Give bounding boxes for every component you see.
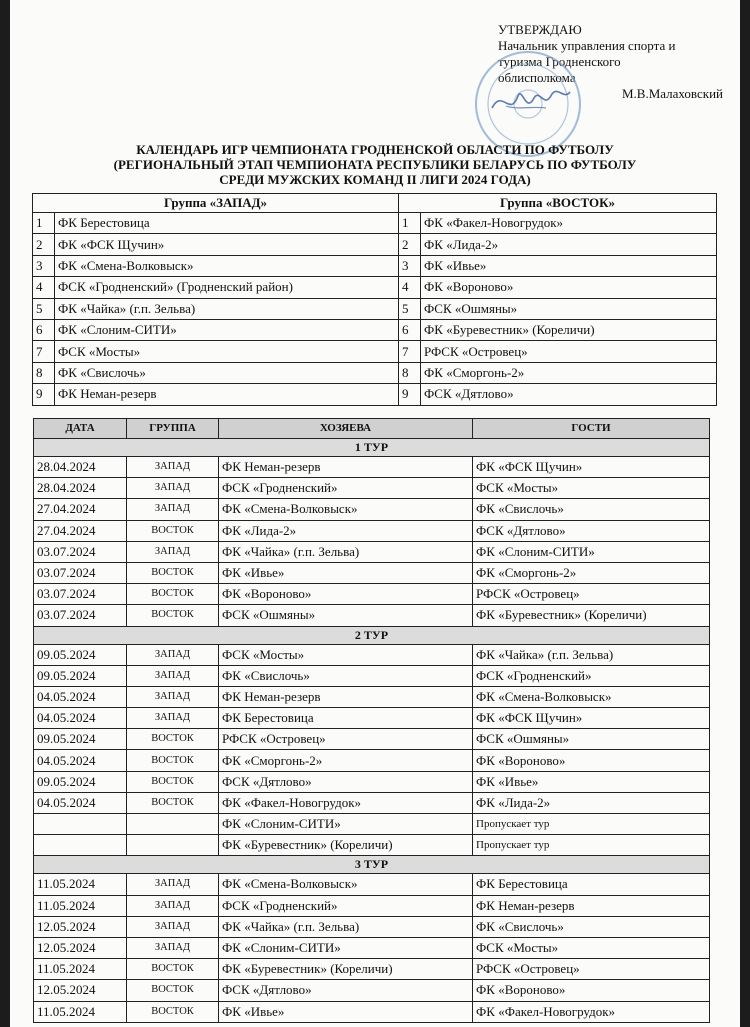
away-team: РФСК «Островец» xyxy=(473,959,710,980)
home-team: ФСК «Гродненский» xyxy=(219,478,473,499)
away-team: ФК «Смена-Волковыск» xyxy=(473,686,710,707)
match-row xyxy=(34,562,710,583)
match-group: ВОСТОК xyxy=(127,584,219,605)
round-label: 3 ТУР xyxy=(34,856,710,874)
groups-table xyxy=(32,193,717,406)
away-team: ФК «Сморгонь-2» xyxy=(473,562,710,583)
skip-note: Пропускает тур xyxy=(473,814,710,835)
match-row xyxy=(34,729,710,750)
date-column-header: ДАТА xyxy=(34,419,127,439)
groups-row xyxy=(33,213,717,234)
match-date: 09.05.2024 xyxy=(34,771,127,792)
approval-signer: М.В.Малаховский xyxy=(622,86,723,101)
home-team: ФК Неман-резерв xyxy=(219,457,473,478)
schedule-header-row xyxy=(34,419,710,439)
match-group: ЗАПАД xyxy=(127,541,219,562)
west-team-number: 2 xyxy=(33,234,55,255)
groups-row xyxy=(33,234,717,255)
match-row xyxy=(34,959,710,980)
match-group: ВОСТОК xyxy=(127,729,219,750)
match-row xyxy=(34,771,710,792)
away-team: ФК Берестовица xyxy=(473,874,710,895)
east-team-name: ФК «Ивье» xyxy=(421,255,717,276)
west-team-name: ФК Неман-резерв xyxy=(55,384,399,405)
match-group: ВОСТОК xyxy=(127,980,219,1001)
west-team-name: ФК «Смена-Волковыск» xyxy=(55,255,399,276)
match-row xyxy=(34,499,710,520)
away-team: ФК «ФСК Щучин» xyxy=(473,457,710,478)
home-team: ФСК «Дятлово» xyxy=(219,771,473,792)
away-team: ФК «Вороново» xyxy=(473,750,710,771)
east-team-name: ФК «Сморгонь-2» xyxy=(421,362,717,383)
home-team: ФК «Ивье» xyxy=(219,562,473,583)
east-team-number: 4 xyxy=(399,277,421,298)
home-team: ФК «Слоним-СИТИ» xyxy=(219,814,473,835)
east-team-name: РФСК «Островец» xyxy=(421,341,717,362)
east-team-number: 8 xyxy=(399,362,421,383)
match-date: 27.04.2024 xyxy=(34,499,127,520)
match-group: ВОСТОК xyxy=(127,792,219,813)
west-group-header: Группа «ЗАПАД» xyxy=(33,194,399,213)
home-team: ФК «Лида-2» xyxy=(219,520,473,541)
home-team: ФСК «Дятлово» xyxy=(219,980,473,1001)
west-team-number: 3 xyxy=(33,255,55,276)
east-team-number: 5 xyxy=(399,298,421,319)
home-team: РФСК «Островец» xyxy=(219,729,473,750)
home-team: ФК «Сморгонь-2» xyxy=(219,750,473,771)
match-row xyxy=(34,874,710,895)
west-team-name: ФК «Слоним-СИТИ» xyxy=(55,319,399,340)
east-group-header: Группа «ВОСТОК» xyxy=(399,194,717,213)
match-date: 04.05.2024 xyxy=(34,708,127,729)
match-group: ВОСТОК xyxy=(127,1001,219,1022)
match-group: ЗАПАД xyxy=(127,708,219,729)
match-group: ЗАПАД xyxy=(127,874,219,895)
away-team: ФК «Свислочь» xyxy=(473,499,710,520)
match-row xyxy=(34,814,710,835)
away-team: ФК «Слоним-СИТИ» xyxy=(473,541,710,562)
match-date: 04.05.2024 xyxy=(34,750,127,771)
title-line: (РЕГИОНАЛЬНЫЙ ЭТАП ЧЕМПИОНАТА РЕСПУБЛИКИ БЕЛАРУСЬ ПО ФУТБОЛУ xyxy=(113,157,637,172)
skip-note: Пропускает тур xyxy=(473,835,710,856)
match-group: ЗАПАД xyxy=(127,916,219,937)
west-team-number: 7 xyxy=(33,341,55,362)
home-column-header: ХОЗЯЕВА xyxy=(219,419,473,439)
round-row xyxy=(34,856,710,874)
east-team-name: ФК «Вороново» xyxy=(421,277,717,298)
match-group xyxy=(127,814,219,835)
match-group: ЗАПАД xyxy=(127,644,219,665)
match-row xyxy=(34,937,710,958)
east-team-name: ФК «Лида-2» xyxy=(421,234,717,255)
schedule-table xyxy=(33,418,710,1023)
match-row xyxy=(34,835,710,856)
home-team: ФК «Слоним-СИТИ» xyxy=(219,937,473,958)
east-team-number: 6 xyxy=(399,319,421,340)
home-team: ФСК «Ошмяны» xyxy=(219,605,473,626)
round-label: 1 ТУР xyxy=(34,439,710,457)
home-team: ФСК «Гродненский» xyxy=(219,895,473,916)
match-date: 11.05.2024 xyxy=(34,874,127,895)
match-date: 28.04.2024 xyxy=(34,457,127,478)
west-team-name: ФК Берестовица xyxy=(55,213,399,234)
match-row xyxy=(34,457,710,478)
approval-heading: УТВЕРЖДАЮ xyxy=(498,22,582,37)
match-group: ЗАПАД xyxy=(127,457,219,478)
away-team: ФК «Факел-Новогрудок» xyxy=(473,1001,710,1022)
away-team: ФСК «Дятлово» xyxy=(473,520,710,541)
east-team-number: 7 xyxy=(399,341,421,362)
home-team: ФК «Свислочь» xyxy=(219,665,473,686)
away-team: ФК Неман-резерв xyxy=(473,895,710,916)
match-row xyxy=(34,895,710,916)
match-date: 03.07.2024 xyxy=(34,584,127,605)
groups-row xyxy=(33,384,717,405)
match-row xyxy=(34,478,710,499)
round-row xyxy=(34,439,710,457)
home-team: ФК «Факел-Новогрудок» xyxy=(219,792,473,813)
group-column-header: ГРУППА xyxy=(127,419,219,439)
approval-line: туризма Гродненского xyxy=(498,54,621,69)
home-team: ФК «Буревестник» (Кореличи) xyxy=(219,959,473,980)
title-line: СРЕДИ МУЖСКИХ КОМАНД II ЛИГИ 2024 ГОДА) xyxy=(219,172,531,187)
home-team: ФК «Буревестник» (Кореличи) xyxy=(219,835,473,856)
match-row xyxy=(34,916,710,937)
match-date: 12.05.2024 xyxy=(34,916,127,937)
match-date: 11.05.2024 xyxy=(34,895,127,916)
match-group: ВОСТОК xyxy=(127,750,219,771)
west-team-number: 4 xyxy=(33,277,55,298)
away-team: ФК «Лида-2» xyxy=(473,792,710,813)
away-team: ФСК «Мосты» xyxy=(473,478,710,499)
match-row xyxy=(34,584,710,605)
match-row xyxy=(34,1001,710,1022)
round-label: 2 ТУР xyxy=(34,626,710,644)
east-team-number: 9 xyxy=(399,384,421,405)
away-team: ФСК «Гродненский» xyxy=(473,665,710,686)
match-group: ВОСТОК xyxy=(127,605,219,626)
west-team-number: 5 xyxy=(33,298,55,319)
document-page xyxy=(10,0,740,1027)
east-team-number: 2 xyxy=(399,234,421,255)
away-team: ФК «ФСК Щучин» xyxy=(473,708,710,729)
match-date: 03.07.2024 xyxy=(34,605,127,626)
groups-header-row xyxy=(33,194,717,213)
match-group: ЗАПАД xyxy=(127,499,219,520)
match-group: ВОСТОК xyxy=(127,562,219,583)
west-team-number: 9 xyxy=(33,384,55,405)
match-row xyxy=(34,792,710,813)
home-team: ФСК «Мосты» xyxy=(219,644,473,665)
east-team-name: ФСК «Дятлово» xyxy=(421,384,717,405)
match-date: 11.05.2024 xyxy=(34,959,127,980)
match-date: 04.05.2024 xyxy=(34,686,127,707)
west-team-name: ФСК «Гродненский» (Гродненский район) xyxy=(55,277,399,298)
groups-row xyxy=(33,277,717,298)
match-date: 28.04.2024 xyxy=(34,478,127,499)
match-group: ЗАПАД xyxy=(127,895,219,916)
home-team: ФК «Чайка» (г.п. Зельва) xyxy=(219,541,473,562)
title-line: КАЛЕНДАРЬ ИГР ЧЕМПИОНАТА ГРОДНЕНСКОЙ ОБЛАСТИ ПО ФУТБОЛУ xyxy=(136,142,614,157)
east-team-number: 3 xyxy=(399,255,421,276)
home-team: ФК «Вороново» xyxy=(219,584,473,605)
west-team-number: 6 xyxy=(33,319,55,340)
east-team-number: 1 xyxy=(399,213,421,234)
match-date: 03.07.2024 xyxy=(34,562,127,583)
match-date xyxy=(34,835,127,856)
west-team-number: 1 xyxy=(33,213,55,234)
home-team: ФК «Чайка» (г.п. Зельва) xyxy=(219,916,473,937)
match-date: 27.04.2024 xyxy=(34,520,127,541)
match-date: 11.05.2024 xyxy=(34,1001,127,1022)
match-row xyxy=(34,644,710,665)
west-team-number: 8 xyxy=(33,362,55,383)
round-row xyxy=(34,626,710,644)
home-team: ФК Берестовица xyxy=(219,708,473,729)
match-row xyxy=(34,980,710,1001)
away-team: РФСК «Островец» xyxy=(473,584,710,605)
away-team: ФСК «Ошмяны» xyxy=(473,729,710,750)
approval-line: Начальник управления спорта и xyxy=(498,38,676,53)
approval-line: облисполкома xyxy=(498,70,576,85)
groups-row xyxy=(33,319,717,340)
match-row xyxy=(34,665,710,686)
match-date: 09.05.2024 xyxy=(34,644,127,665)
away-team: ФК «Буревестник» (Кореличи) xyxy=(473,605,710,626)
west-team-name: ФСК «Мосты» xyxy=(55,341,399,362)
away-team: ФК «Чайка» (г.п. Зельва) xyxy=(473,644,710,665)
away-column-header: ГОСТИ xyxy=(473,419,710,439)
home-team: ФК «Смена-Волковыск» xyxy=(219,499,473,520)
match-row xyxy=(34,750,710,771)
match-date: 12.05.2024 xyxy=(34,980,127,1001)
away-team: ФСК «Мосты» xyxy=(473,937,710,958)
page-title xyxy=(50,142,700,187)
match-group: ЗАПАД xyxy=(127,937,219,958)
home-team: ФК «Ивье» xyxy=(219,1001,473,1022)
match-row xyxy=(34,520,710,541)
match-group: ВОСТОК xyxy=(127,771,219,792)
match-date: 09.05.2024 xyxy=(34,665,127,686)
match-date: 12.05.2024 xyxy=(34,937,127,958)
west-team-name: ФК «ФСК Щучин» xyxy=(55,234,399,255)
match-group: ЗАПАД xyxy=(127,686,219,707)
match-date: 04.05.2024 xyxy=(34,792,127,813)
groups-row xyxy=(33,362,717,383)
groups-row xyxy=(33,341,717,362)
home-team: ФК Неман-резерв xyxy=(219,686,473,707)
match-row xyxy=(34,541,710,562)
match-date xyxy=(34,814,127,835)
east-team-name: ФСК «Ошмяны» xyxy=(421,298,717,319)
home-team: ФК «Смена-Волковыск» xyxy=(219,874,473,895)
match-group: ВОСТОК xyxy=(127,959,219,980)
match-group: ЗАПАД xyxy=(127,665,219,686)
east-team-name: ФК «Факел-Новогрудок» xyxy=(421,213,717,234)
west-team-name: ФК «Свислочь» xyxy=(55,362,399,383)
match-group: ЗАПАД xyxy=(127,478,219,499)
match-row xyxy=(34,686,710,707)
match-row xyxy=(34,708,710,729)
east-team-name: ФК «Буревестник» (Кореличи) xyxy=(421,319,717,340)
match-date: 03.07.2024 xyxy=(34,541,127,562)
match-row xyxy=(34,605,710,626)
away-team: ФК «Вороново» xyxy=(473,980,710,1001)
west-team-name: ФК «Чайка» (г.п. Зельва) xyxy=(55,298,399,319)
away-team: ФК «Свислочь» xyxy=(473,916,710,937)
match-group: ВОСТОК xyxy=(127,520,219,541)
groups-row xyxy=(33,255,717,276)
groups-row xyxy=(33,298,717,319)
match-date: 09.05.2024 xyxy=(34,729,127,750)
match-group xyxy=(127,835,219,856)
away-team: ФК «Ивье» xyxy=(473,771,710,792)
